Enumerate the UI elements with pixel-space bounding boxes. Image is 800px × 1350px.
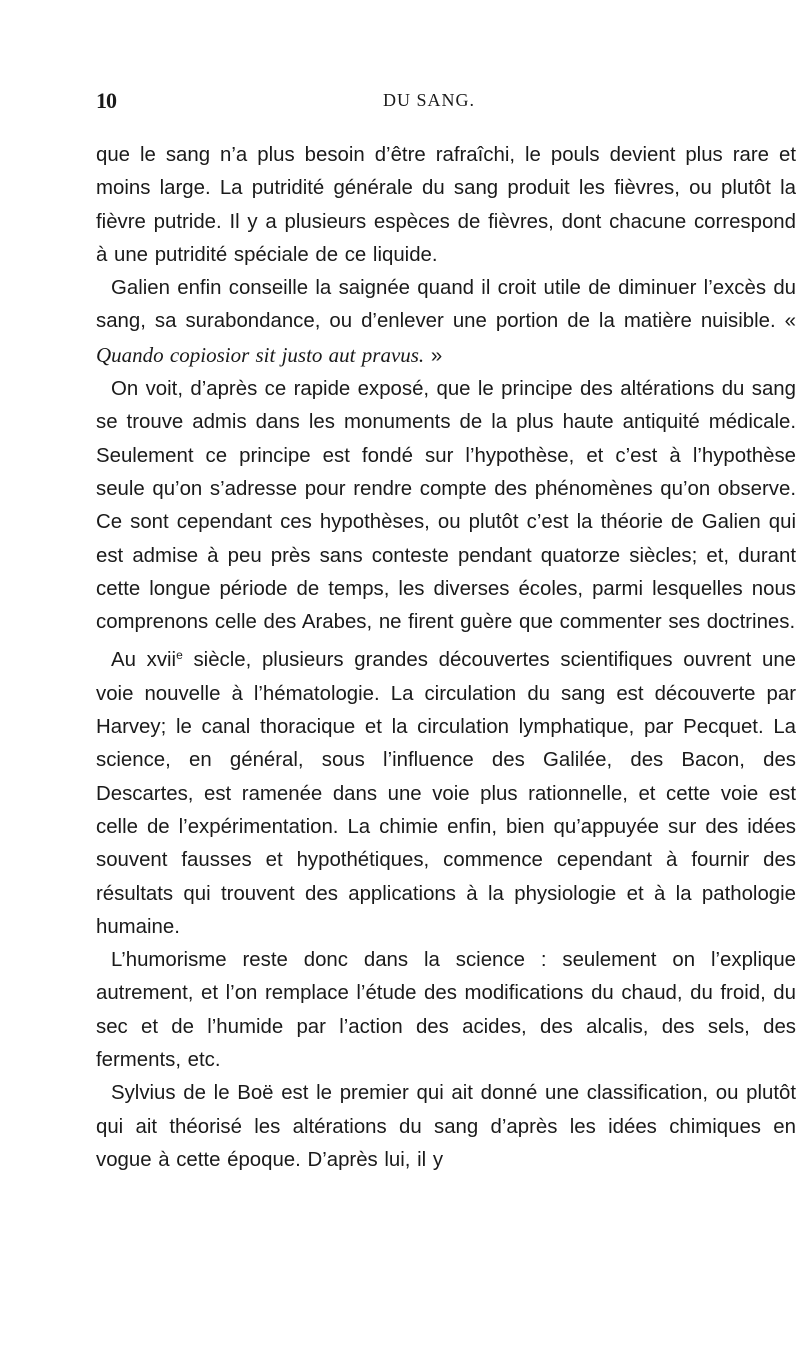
paragraph-4-text: siècle, plusieurs grandes découvertes scientifiques ouvrent une voie nouvelle à l’hématologie. La circulation du sang est découverte par Harvey; le canal thoracique et la circulation lymphatique, par Pecquet. La science, en général, sous l’influence des Galilée, des Bacon, des Descartes, est ramenée dans une voie plus rationnelle, et cette voie est celle de l’expérimentation. La chimie enfin, bien qu’appuyée sur des idées souvent fausses et hypothétiques, commence cependant à fournir des résultats qui trouvent des applications à la physiologie et à la pathologie humaine. [96, 649, 796, 938]
body-text [96, 139, 796, 1177]
running-head [96, 88, 796, 118]
paragraph-5: L’humorisme reste donc dans la science : seulement on l’explique autrement, et l’on remplace l’étude des modifications du chaud, du froid, du sec et de l’humide par l’action des acides, des alcalis, des sels, des ferments, etc. [96, 949, 796, 1072]
latin-quotation: Quando copiosior sit justo aut pravus. [96, 342, 425, 367]
paragraph-1: que le sang n’a plus besoin d’être rafraîchi, le pouls devient plus rare et moins large. La putridité générale du sang produit les fièvres, ou plutôt la fièvre putride. Il y a plusieurs espèces de fièvres, dont chacune correspond à une putridité spéciale de ce liquide. [96, 144, 796, 266]
paragraph-6: Sylvius de le Boë est le premier qui ait donné une classification, ou plutôt qui ait théorisé les altérations du sang d’après les idées chimiques en vogue à cette époque. D’après lui, il y [96, 1082, 796, 1171]
page-number: 10 [96, 88, 116, 113]
century-label: Au xvii [111, 649, 177, 672]
paragraph-3: On voit, d’après ce rapide exposé, que le principe des altérations du sang se trouve admis dans les monuments de la plus haute antiquité médicale. Seulement ce principe est fondé sur l’hypothèse, et c’est à l’hypothèse seule qu’on s’adresse pour rendre compte des phénomènes qu’on observe. Ce sont cependant ces hypothèses, ou plutôt c’est la théorie de Galien qui est admise à peu près sans conteste pendant quatorze siècles; et, durant cette longue période de temps, les diverses écoles, parmi lesquelles nous comprenons celle des Arabes, ne firent guère que commenter ses doctrines. [96, 378, 796, 634]
century-superscript: e [176, 648, 183, 663]
paragraph-2 [96, 272, 796, 373]
paragraph-4 [96, 639, 796, 944]
closing-quote-mark: » [424, 344, 443, 367]
running-title: DU SANG. [383, 90, 476, 110]
paragraph-2-text: Galien enfin conseille la saignée quand il croit utile de diminuer l’excès du sang, sa surabondance, ou d’enlever une portion de la matière nuisible. « [96, 277, 796, 333]
